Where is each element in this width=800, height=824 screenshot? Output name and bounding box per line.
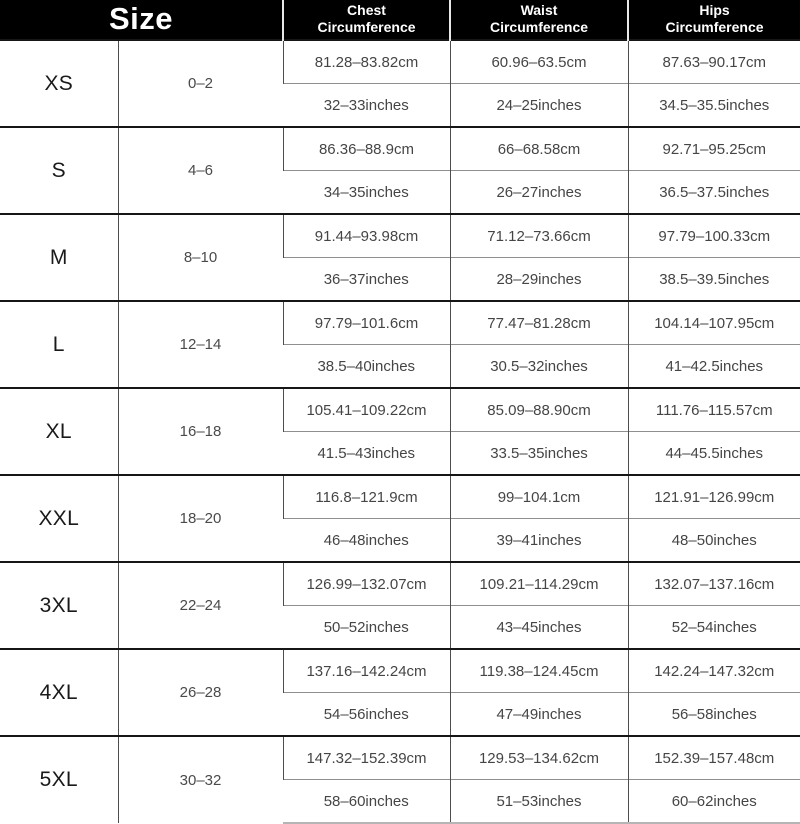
hips-cm-value: 152.39–157.48cm	[628, 736, 800, 780]
size-chart-header	[0, 0, 800, 40]
size-range: 4–6	[118, 127, 283, 214]
size-group-cm-row	[0, 475, 800, 519]
waist-cm-value: 109.21–114.29cm	[450, 562, 628, 606]
hips-inches-value: 38.5–39.5inches	[628, 258, 800, 302]
waist-cm-value: 119.38–124.45cm	[450, 649, 628, 693]
waist-inches-value: 51–53inches	[450, 780, 628, 824]
waist-cm-value: 66–68.58cm	[450, 127, 628, 171]
size-label: XL	[0, 388, 118, 475]
chest-cm-value: 105.41–109.22cm	[283, 388, 450, 432]
hips-cm-value: 104.14–107.95cm	[628, 301, 800, 345]
hips-inches-value: 41–42.5inches	[628, 345, 800, 389]
size-range: 8–10	[118, 214, 283, 301]
waist-cm-value: 60.96–63.5cm	[450, 40, 628, 84]
size-group-cm-row	[0, 40, 800, 84]
waist-cm-value: 99–104.1cm	[450, 475, 628, 519]
waist-cm-value: 71.12–73.66cm	[450, 214, 628, 258]
chest-cm-value: 116.8–121.9cm	[283, 475, 450, 519]
size-group-cm-row	[0, 214, 800, 258]
size-group-cm-row	[0, 736, 800, 780]
waist-inches-value: 28–29inches	[450, 258, 628, 302]
chest-cm-value: 137.16–142.24cm	[283, 649, 450, 693]
size-label: XS	[0, 40, 118, 127]
size-range: 22–24	[118, 562, 283, 649]
hips-column-header-label: Hips Circumference	[665, 2, 764, 36]
hips-inches-value: 36.5–37.5inches	[628, 171, 800, 215]
hips-column-header	[628, 0, 800, 40]
size-label: S	[0, 127, 118, 214]
size-range: 0–2	[118, 40, 283, 127]
chest-inches-value: 38.5–40inches	[283, 345, 450, 389]
hips-inches-value: 44–45.5inches	[628, 432, 800, 476]
chest-cm-value: 81.28–83.82cm	[283, 40, 450, 84]
chest-inches-value: 58–60inches	[283, 780, 450, 824]
hips-cm-value: 87.63–90.17cm	[628, 40, 800, 84]
chest-column-header-label: Chest Circumference	[317, 2, 416, 36]
chest-cm-value: 147.32–152.39cm	[283, 736, 450, 780]
waist-cm-value: 129.53–134.62cm	[450, 736, 628, 780]
size-label: XXL	[0, 475, 118, 562]
size-column-header: Size	[0, 0, 283, 40]
size-group-cm-row	[0, 301, 800, 345]
size-label: 4XL	[0, 649, 118, 736]
waist-inches-value: 24–25inches	[450, 84, 628, 128]
hips-inches-value: 48–50inches	[628, 519, 800, 563]
hips-cm-value: 121.91–126.99cm	[628, 475, 800, 519]
hips-cm-value: 132.07–137.16cm	[628, 562, 800, 606]
chest-inches-value: 41.5–43inches	[283, 432, 450, 476]
waist-column-header	[450, 0, 628, 40]
waist-inches-value: 26–27inches	[450, 171, 628, 215]
size-label: L	[0, 301, 118, 388]
size-group-cm-row	[0, 649, 800, 693]
size-range: 16–18	[118, 388, 283, 475]
chest-inches-value: 36–37inches	[283, 258, 450, 302]
size-label: 3XL	[0, 562, 118, 649]
size-range: 12–14	[118, 301, 283, 388]
waist-inches-value: 43–45inches	[450, 606, 628, 650]
chest-inches-value: 50–52inches	[283, 606, 450, 650]
chest-cm-value: 126.99–132.07cm	[283, 562, 450, 606]
hips-cm-value: 111.76–115.57cm	[628, 388, 800, 432]
waist-inches-value: 33.5–35inches	[450, 432, 628, 476]
waist-inches-value: 39–41inches	[450, 519, 628, 563]
waist-inches-value: 30.5–32inches	[450, 345, 628, 389]
chest-cm-value: 86.36–88.9cm	[283, 127, 450, 171]
waist-column-header-label: Waist Circumference	[489, 2, 589, 36]
hips-inches-value: 52–54inches	[628, 606, 800, 650]
size-range: 18–20	[118, 475, 283, 562]
chest-inches-value: 46–48inches	[283, 519, 450, 563]
chest-column-header	[283, 0, 450, 40]
size-range: 30–32	[118, 736, 283, 823]
size-chart-body	[0, 40, 800, 823]
size-label: 5XL	[0, 736, 118, 823]
waist-cm-value: 77.47–81.28cm	[450, 301, 628, 345]
hips-inches-value: 60–62inches	[628, 780, 800, 824]
hips-cm-value: 92.71–95.25cm	[628, 127, 800, 171]
size-group-cm-row	[0, 127, 800, 171]
chest-cm-value: 91.44–93.98cm	[283, 214, 450, 258]
chest-cm-value: 97.79–101.6cm	[283, 301, 450, 345]
chest-inches-value: 32–33inches	[283, 84, 450, 128]
size-group-cm-row	[0, 388, 800, 432]
hips-inches-value: 34.5–35.5inches	[628, 84, 800, 128]
chest-inches-value: 34–35inches	[283, 171, 450, 215]
size-label: M	[0, 214, 118, 301]
size-group-cm-row	[0, 562, 800, 606]
hips-inches-value: 56–58inches	[628, 693, 800, 737]
hips-cm-value: 97.79–100.33cm	[628, 214, 800, 258]
waist-cm-value: 85.09–88.90cm	[450, 388, 628, 432]
hips-cm-value: 142.24–147.32cm	[628, 649, 800, 693]
chest-inches-value: 54–56inches	[283, 693, 450, 737]
waist-inches-value: 47–49inches	[450, 693, 628, 737]
size-range: 26–28	[118, 649, 283, 736]
